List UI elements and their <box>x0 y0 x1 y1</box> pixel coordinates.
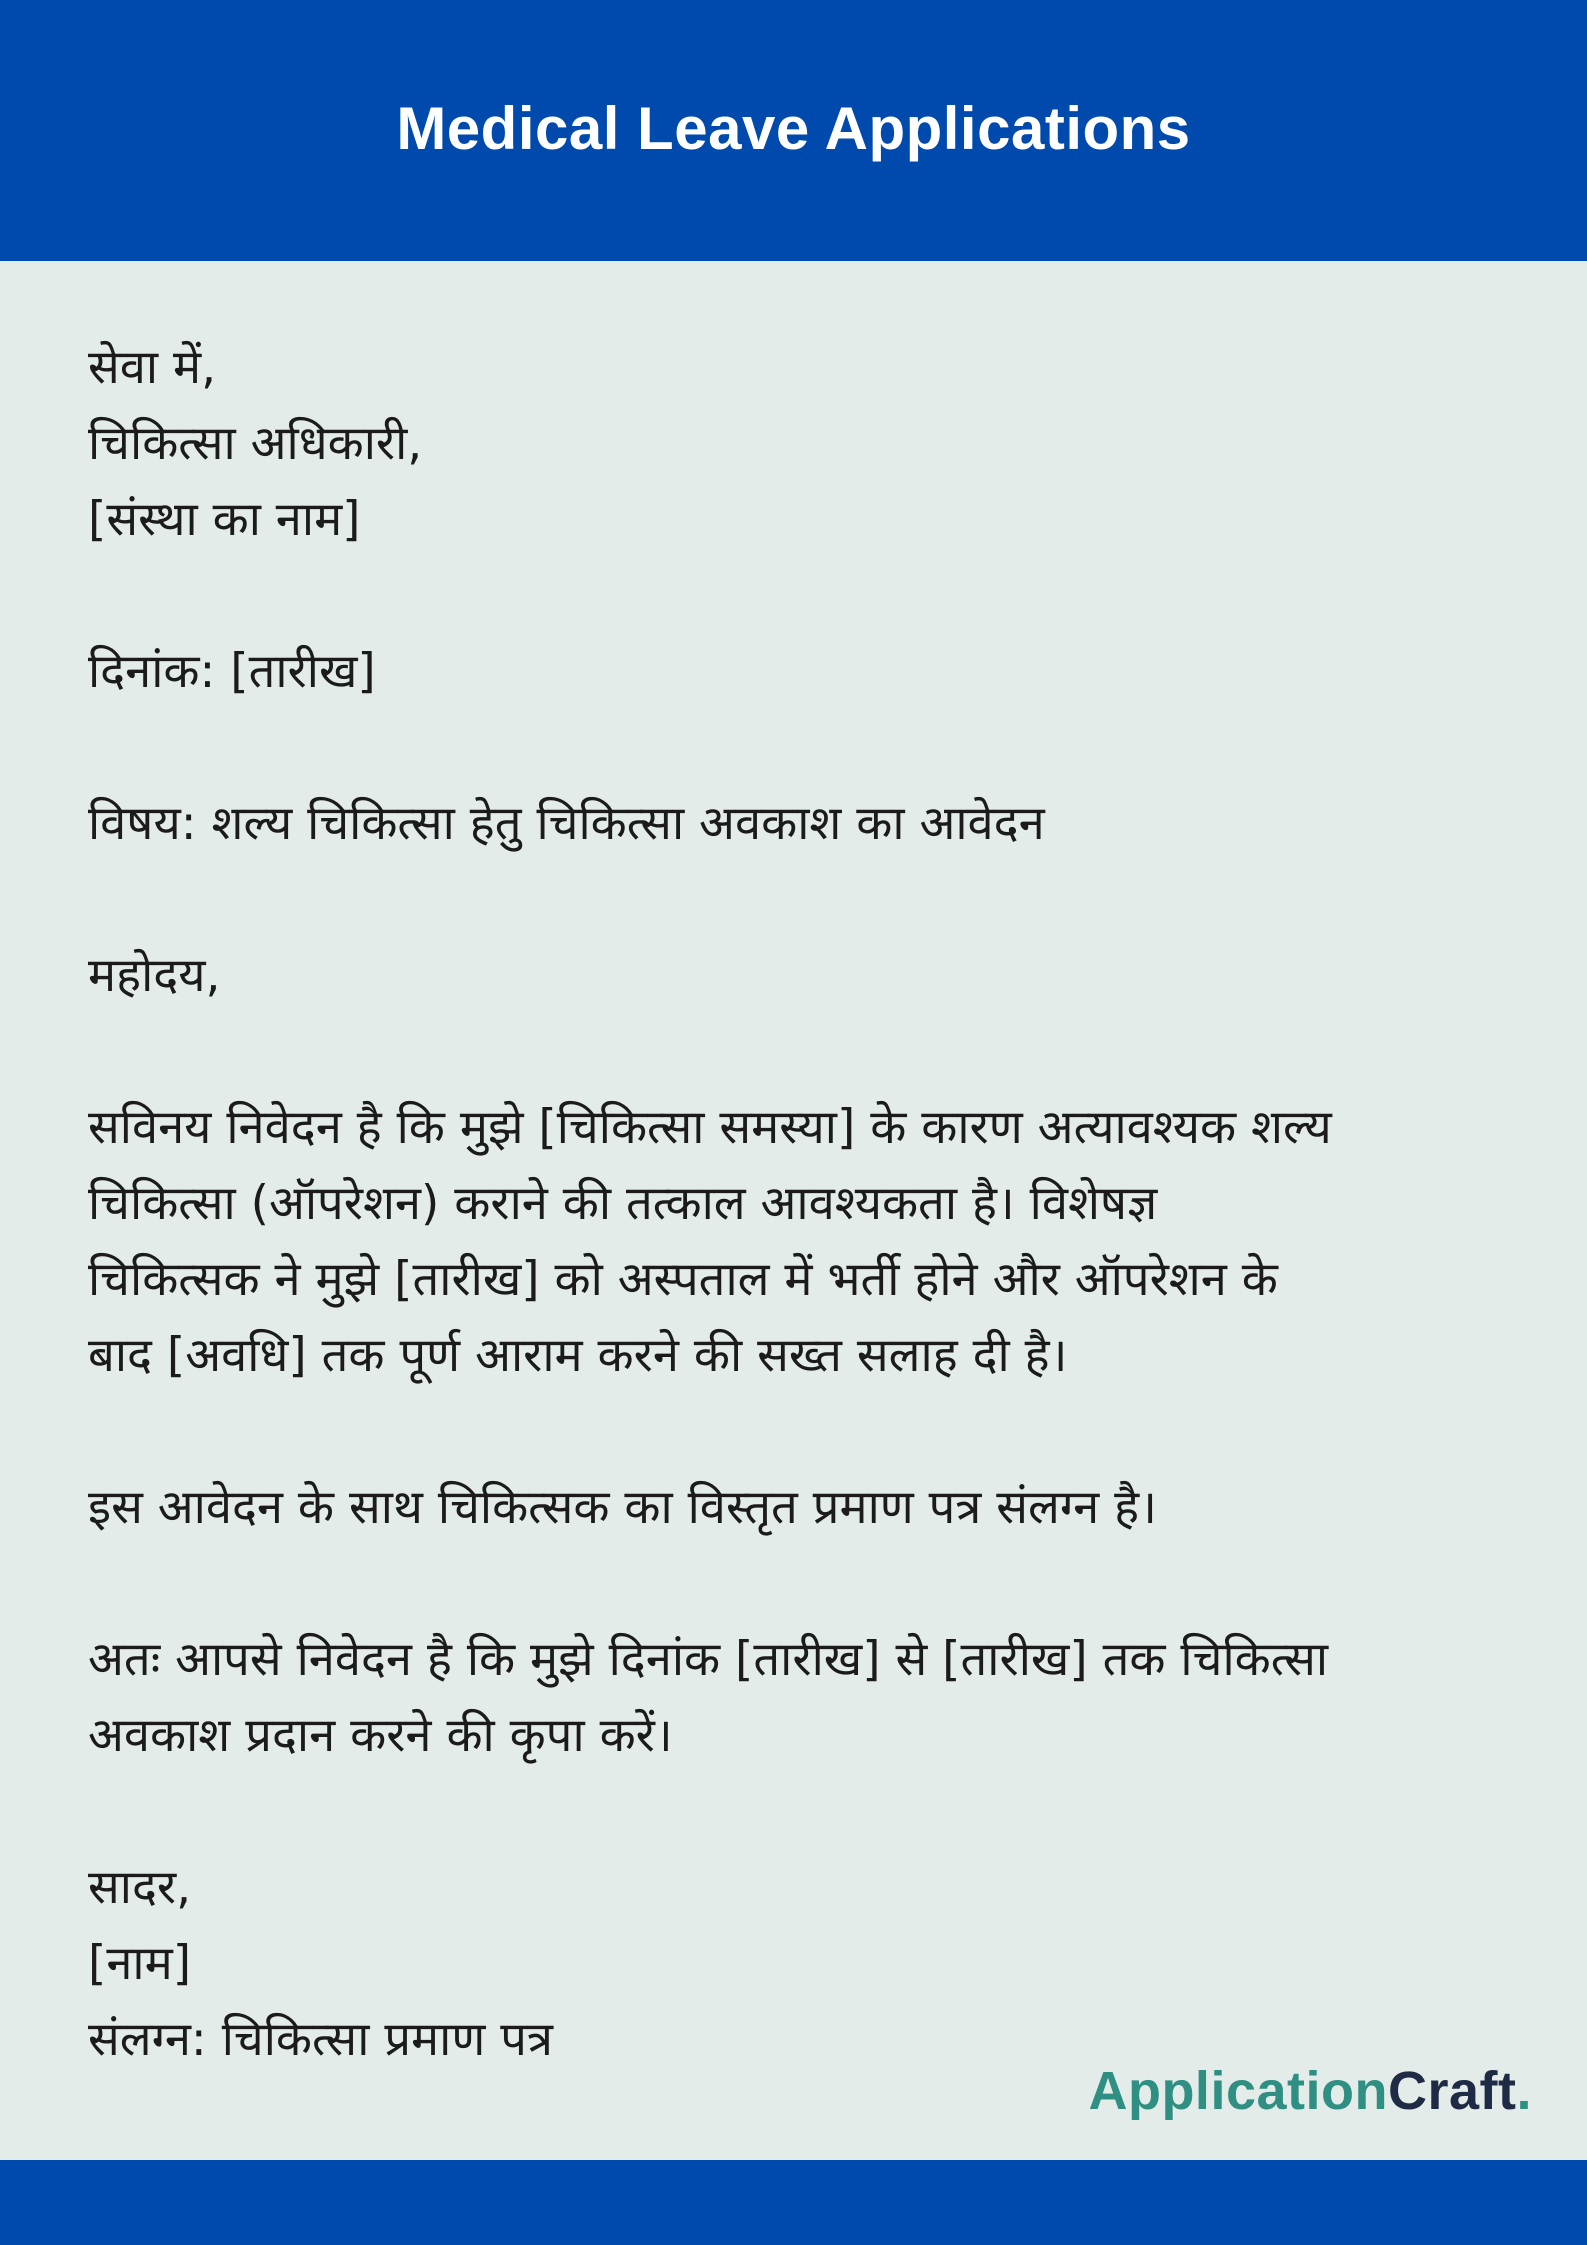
spacer <box>88 1394 1518 1470</box>
paragraph-line: अतः आपसे निवेदन है कि मुझे दिनांक [तारीख] से [तारीख] तक चिकित्सा <box>88 1632 1329 1687</box>
subject-line: विषय: शल्य चिकित्सा हेतु चिकित्सा अवकाश का आवेदन <box>88 796 1045 851</box>
footer-bar <box>0 2160 1587 2245</box>
header-banner <box>0 0 1587 261</box>
spacer <box>88 1014 1518 1090</box>
institution-line: [संस्था का नाम] <box>88 492 361 547</box>
spacer <box>88 1546 1518 1622</box>
spacer <box>88 862 1518 938</box>
paragraph-line: अवकाश प्रदान करने की कृपा करें। <box>88 1708 673 1763</box>
page-title: Medical Leave Applications <box>396 95 1191 162</box>
paragraph-line: चिकित्सक ने मुझे [तारीख] को अस्पताल में भर्ती होने और ऑपरेशन के <box>88 1252 1278 1307</box>
paragraph-line: चिकित्सा (ऑपरेशन) कराने की तत्काल आवश्यकता है। विशेषज्ञ <box>88 1176 1158 1231</box>
to-line: सेवा में, <box>88 340 217 395</box>
paragraph-line: सविनय निवेदन है कि मुझे [चिकित्सा समस्या] के कारण अत्यावश्यक शल्य <box>88 1100 1332 1155</box>
spacer <box>88 1774 1518 1850</box>
brand-logo-part2: Craft <box>1387 2061 1517 2121</box>
paragraph-line: बाद [अवधि] तक पूर्ण आराम करने की सख्त सलाह दी है। <box>88 1328 1068 1383</box>
date-line: दिनांक: [तारीख] <box>88 644 376 699</box>
attachment-line: संलग्न: चिकित्सा प्रमाण पत्र <box>88 2012 553 2067</box>
signature-name: [नाम] <box>88 1936 192 1991</box>
spacer <box>88 558 1518 634</box>
body-paragraph-3 <box>88 1622 1518 1774</box>
brand-logo <box>1088 2060 1532 2122</box>
letter-body <box>88 330 1518 2078</box>
brand-logo-dot: . <box>1516 2061 1532 2121</box>
body-paragraph-2: इस आवेदन के साथ चिकित्सक का विस्तृत प्रमाण पत्र संलग्न है। <box>88 1480 1157 1535</box>
body-paragraph-1 <box>88 1090 1518 1394</box>
brand-logo-part1: Application <box>1088 2061 1388 2121</box>
salutation-line: महोदय, <box>88 948 221 1003</box>
closing-line: सादर, <box>88 1860 192 1915</box>
spacer <box>88 710 1518 786</box>
recipient-line: चिकित्सा अधिकारी, <box>88 416 423 471</box>
